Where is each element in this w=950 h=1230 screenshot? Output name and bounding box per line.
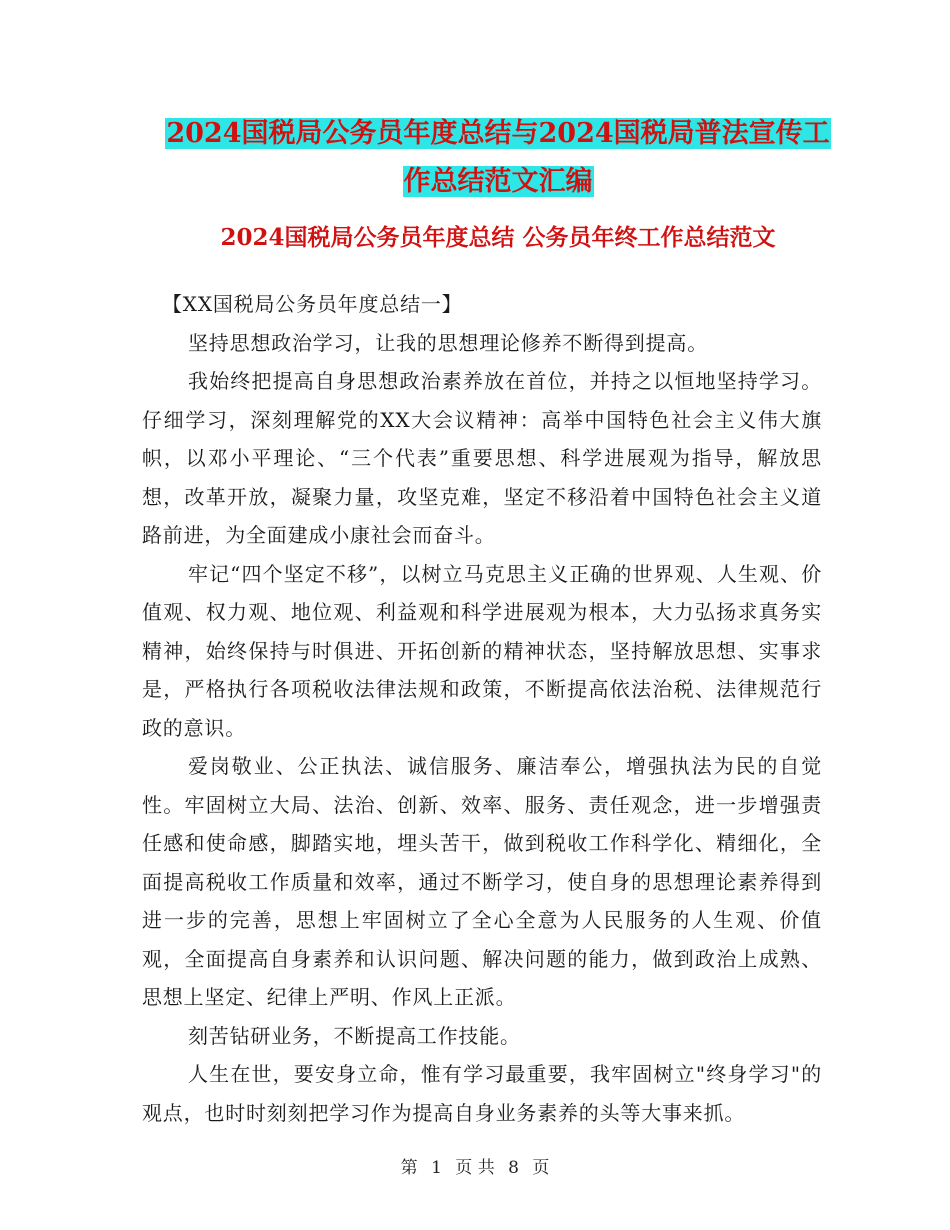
title-line-1: 2024国税局公务员年度总结与2024国税局普法宣传工 <box>166 118 830 149</box>
paragraph: 爱岗敬业、公正执法、诚信服务、廉洁奉公，增强执法为民的自觉性。牢固树立大局、法治、创新、效率、服务、责任观念，进一步增强责任感和使命感，脚踏实地，埋头苦干，做到税收工作科学化、精细化，全面提高税收工作质量和效率，通过不断学习，使自身的思想理论素养得到进一步的完善，思想上牢固树立了全心全意为人民服务的人生观、价值观，全面提高自身素养和认识问题、解决问题的能力，做到政治上成熟、思想上坚定、纪律上严明、作风上正派。 <box>142 754 822 1009</box>
paragraph: 我始终把提高自身思想政治素养放在首位，并持之以恒地坚持学习。仔细学习，深刻理解党的XX大会议精神：高举中国特色社会主义伟大旗帜，以邓小平理论、“三个代表”重要思想、科学进展观为指导，解放思想，改革开放，凝聚力量，攻坚克难，坚定不移沿着中国特色社会主义道路前进，为全面建成小康社会而奋斗。 <box>142 369 822 547</box>
page-mid: 页 共 <box>455 1158 495 1178</box>
page-number-current: 1 <box>431 1158 442 1178</box>
paragraph: 刻苦钻研业务，不断提高工作技能。 <box>188 1023 521 1048</box>
section-label: 【XX国税局公务员年度总结一】 <box>162 292 463 316</box>
document-title <box>140 110 856 206</box>
paragraph: 坚持思想政治学习，让我的思想理论修养不断得到提高。 <box>188 330 708 355</box>
title-line-2: 作总结范文汇编 <box>403 166 593 197</box>
section-subtitle: 2024国税局公务员年度总结 公务员年终工作总结范文 <box>220 224 776 251</box>
page-prefix: 第 <box>400 1158 418 1178</box>
document-body <box>142 285 822 1132</box>
paragraph: 牢记“四个坚定不移”，以树立马克思主义正确的世界观、人生观、价值观、权力观、地位观、利益观和科学进展观为根本，大力弘扬求真务实精神，始终保持与时俱进、开拓创新的精神状态，坚持解放思想、实事求是，严格执行各项税收法律法规和政策，不断提高依法治税、法律规范行政的意识。 <box>142 561 822 740</box>
page-footer <box>0 1153 950 1178</box>
page-suffix: 页 <box>532 1158 550 1178</box>
paragraph: 人生在世，要安身立命，惟有学习最重要，我牢固树立"终身学习"的观点，也时时刻刻把学习作为提高自身业务素养的头等大事来抓。 <box>142 1062 822 1125</box>
page-number-total: 8 <box>508 1158 519 1178</box>
